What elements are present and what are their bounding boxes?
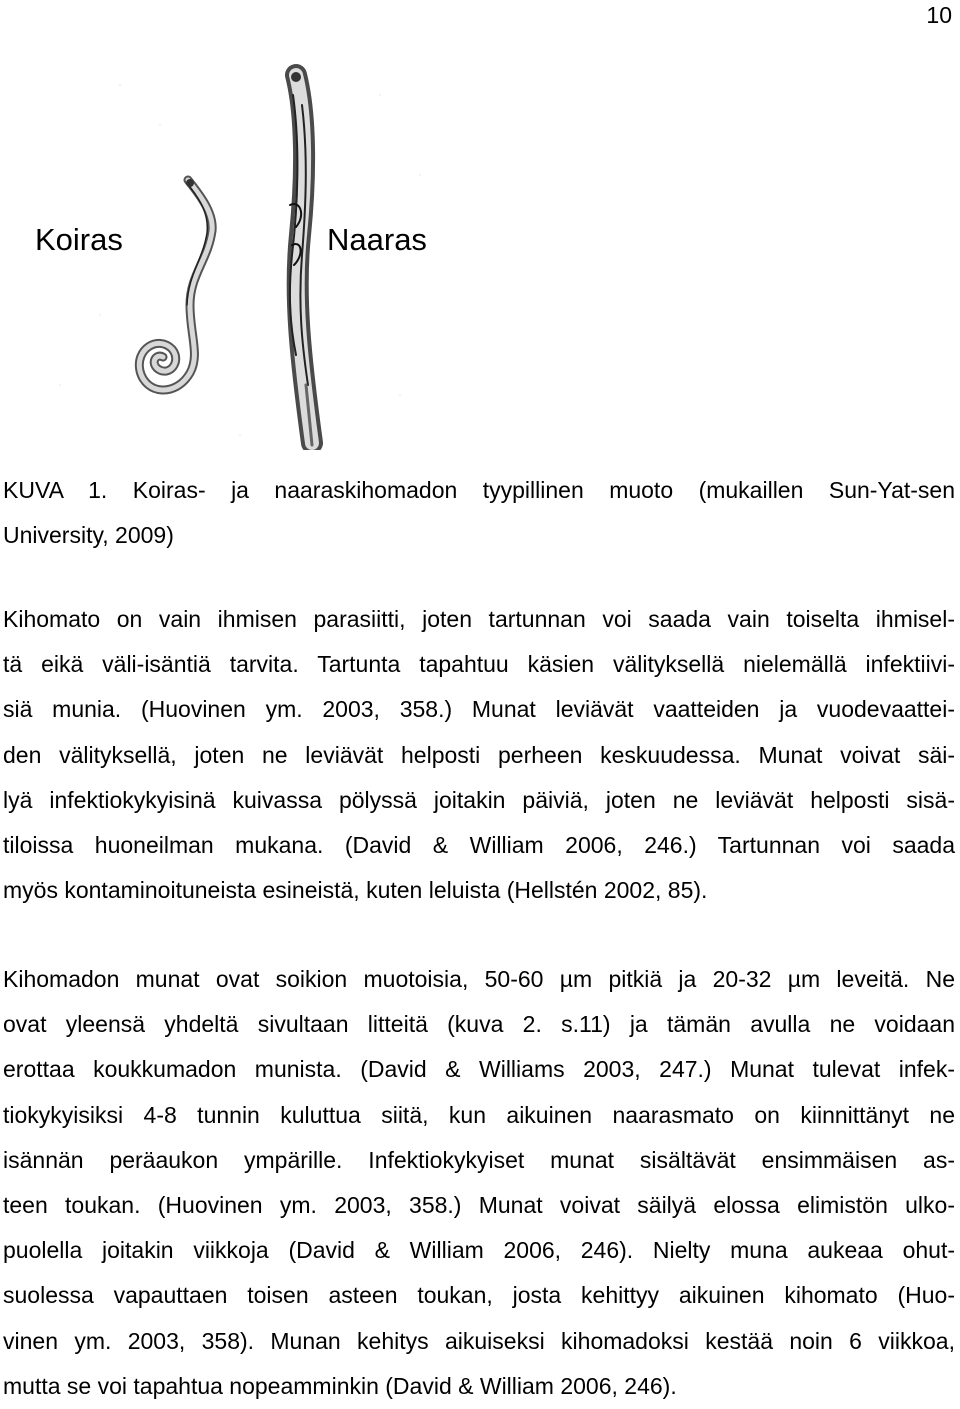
pinworm-illustration bbox=[0, 55, 460, 450]
paragraph-line: teen toukan. (Huovinen ym. 2003, 358.) Munat voivat säilyä elossa elimistön ulko- bbox=[3, 1191, 955, 1218]
paragraph-transmission bbox=[3, 597, 955, 913]
paragraph-line: mutta se voi tapahtua nopeamminkin (David & William 2006, 246). bbox=[3, 1372, 677, 1399]
paragraph-line: myös kontaminoituneista esineistä, kuten leluista (Hellstén 2002, 85). bbox=[3, 877, 708, 904]
paragraph-line: siä munia. (Huovinen ym. 2003, 358.) Munat leviävät vaatteiden ja vuodevaattei- bbox=[3, 696, 955, 723]
paragraph-line: Kihomato on vain ihmisen parasiitti, joten tartunnan voi saada vain toiselta ihmisel- bbox=[3, 606, 955, 632]
figure-label-female: Naaras bbox=[327, 222, 427, 257]
page-number: 10 bbox=[926, 2, 952, 28]
paragraph-line: isännän peräaukon ympärille. Infektiokykyiset munat sisältävät ensimmäisen as- bbox=[3, 1146, 955, 1173]
caption-line: KUVA 1. Koiras- ja naaraskihomadon tyypillinen muoto (mukaillen Sun-Yat-sen bbox=[3, 477, 955, 503]
paragraph-line: tä eikä väli-isäntiä tarvita. Tartunta tapahtuu käsien välityksellä nielemällä infektiivi- bbox=[3, 651, 955, 678]
paragraph-line: Kihomadon munat ovat soikion muotoisia, 50-60 µm pitkiä ja 20-32 µm leveitä. Ne bbox=[3, 966, 955, 992]
paragraph-line: tiokykyisiksi 4-8 tunnin kuluttua siitä, kun aikuinen naarasmato on kiinnittänyt ne bbox=[3, 1101, 955, 1128]
paragraph-line: puolella joitakin viikkoja (David & William 2006, 246). Nielty muna aukeaa ohut- bbox=[3, 1237, 955, 1264]
paragraph-line: den välityksellä, joten ne leviävät helposti perheen keskuudessa. Munat voivat säi- bbox=[3, 741, 955, 768]
paragraph-line: erottaa koukkumadon munista. (David & Williams 2003, 247.) Munat tulevat infek- bbox=[3, 1056, 955, 1083]
paragraph-line: lyä infektiokykyisinä kuivassa pölyssä joitakin päiviä, joten ne leviävät helposti sisä- bbox=[3, 786, 955, 813]
caption-line: University, 2009) bbox=[3, 522, 174, 549]
paragraph-line: suolessa vapauttaen toisen asteen toukan, josta kehittyy aikuinen kihomato (Huo- bbox=[3, 1282, 955, 1309]
paragraph-eggs bbox=[3, 957, 955, 1409]
pinworm-figure bbox=[0, 55, 460, 450]
figure-caption bbox=[3, 468, 955, 558]
paragraph-line: tiloissa huoneilman mukana. (David & William 2006, 246.) Tartunnan voi saada bbox=[3, 831, 955, 858]
figure-label-male: Koiras bbox=[35, 222, 123, 257]
paragraph-line: vinen ym. 2003, 358). Munan kehitys aikuiseksi kihomadoksi kestää noin 6 viikkoa, bbox=[3, 1327, 955, 1354]
paragraph-line: ovat yleensä yhdeltä sivultaan litteitä (kuva 2. s.11) ja tämän avulla ne voidaan bbox=[3, 1011, 955, 1038]
